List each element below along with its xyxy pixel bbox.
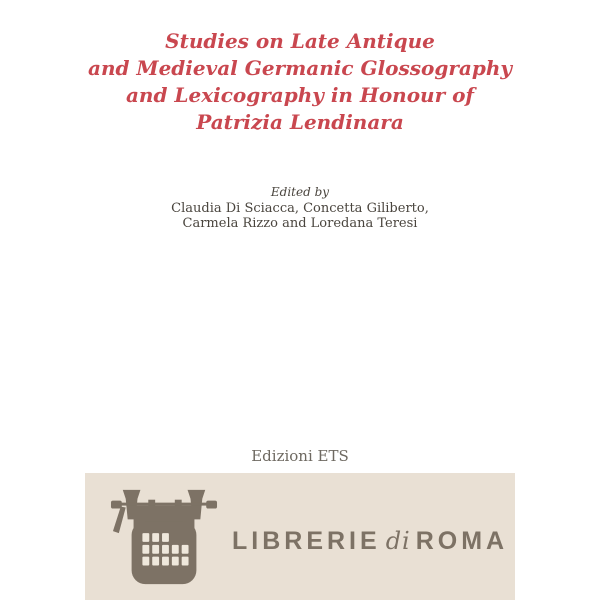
typewriter-icon	[110, 489, 218, 585]
brand-wordmark	[232, 527, 508, 556]
title-line-3: and Lexicography in Honour of	[125, 83, 475, 107]
brand-librerie: LIBRERIE	[232, 527, 381, 555]
brand-di: di	[385, 527, 411, 555]
edited-by-label: Edited by	[270, 185, 330, 199]
publisher-name: Edizioni ETS	[251, 447, 349, 465]
book-title	[0, 28, 600, 136]
brand-roma: ROMA	[415, 527, 509, 555]
editors-line-2: Carmela Rizzo and Loredana Teresi	[182, 216, 418, 231]
editors-line-1: Claudia Di Sciacca, Concetta Giliberto,	[171, 201, 429, 216]
librerie-di-roma-banner	[85, 473, 515, 600]
title-line-2: and Medieval Germanic Glossography	[87, 56, 512, 80]
title-line-4: Patrizia Lendinara	[196, 110, 404, 134]
editors-block	[0, 185, 600, 231]
title-line-1: Studies on Late Antique	[165, 29, 435, 53]
